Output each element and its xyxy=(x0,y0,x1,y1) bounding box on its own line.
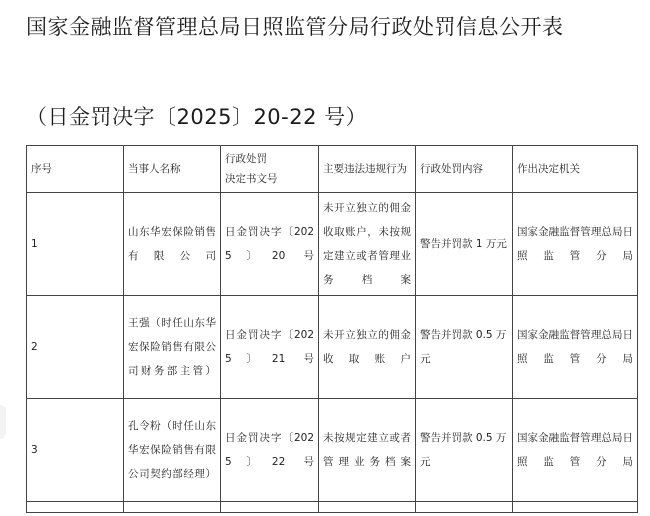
table-row xyxy=(27,296,638,399)
document-number: （日金罚决字〔2025〕20-22 号） xyxy=(26,105,368,129)
cell-decision-no: 日金罚决字〔2025〕20 号 xyxy=(221,193,319,296)
cell-authority: 国家金融监督管理总局日照监管分局 xyxy=(513,296,638,399)
header-violation: 主要违法违规行为 xyxy=(319,146,416,193)
table-row xyxy=(27,399,638,502)
header-decision-no: 行政处罚 决定书文号 xyxy=(221,146,319,193)
cell-violation: 未开立独立的佣金收取账户 xyxy=(319,296,416,399)
header-penalty: 行政处罚内容 xyxy=(416,146,513,193)
cell-authority: 国家金融监督管理总局日照监管分局 xyxy=(513,399,638,502)
cell-party: 王强（时任山东华宏保险销售有限公司财务部主管） xyxy=(124,296,221,399)
cell-penalty: 警告并罚款 0.5 万元 xyxy=(416,399,513,502)
cell-penalty: 警告并罚款 1 万元 xyxy=(416,193,513,296)
cell-index: 3 xyxy=(27,399,124,502)
penalty-table xyxy=(26,145,638,513)
table-row xyxy=(27,193,638,296)
cell-violation: 未开立独立的佣金收取账户，未按规定建立或者管理业务档案 xyxy=(319,193,416,296)
cell-decision-no: 日金罚决字〔2025〕22 号 xyxy=(221,399,319,502)
header-party: 当事人名称 xyxy=(124,146,221,193)
page-title: 国家金融监督管理总局日照监管分局行政处罚信息公开表 xyxy=(26,15,564,39)
page-edge-decoration xyxy=(0,405,6,439)
header-index: 序号 xyxy=(27,146,124,193)
cell-party: 山东华宏保险销售有限公司 xyxy=(124,193,221,296)
table-header-row xyxy=(27,146,638,193)
cell-violation: 未按规定建立或者管理业务档案 xyxy=(319,399,416,502)
cell-index: 1 xyxy=(27,193,124,296)
cell-decision-no: 日金罚决字〔2025〕21 号 xyxy=(221,296,319,399)
table-row-partial xyxy=(27,502,638,513)
cell-party: 孔令粉（时任山东华宏保险销售有限公司契约部经理） xyxy=(124,399,221,502)
cell-penalty: 警告并罚款 0.5 万元 xyxy=(416,296,513,399)
cell-authority: 国家金融监督管理总局日照监管分局 xyxy=(513,193,638,296)
cell-index: 2 xyxy=(27,296,124,399)
header-authority: 作出决定机关 xyxy=(513,146,638,193)
